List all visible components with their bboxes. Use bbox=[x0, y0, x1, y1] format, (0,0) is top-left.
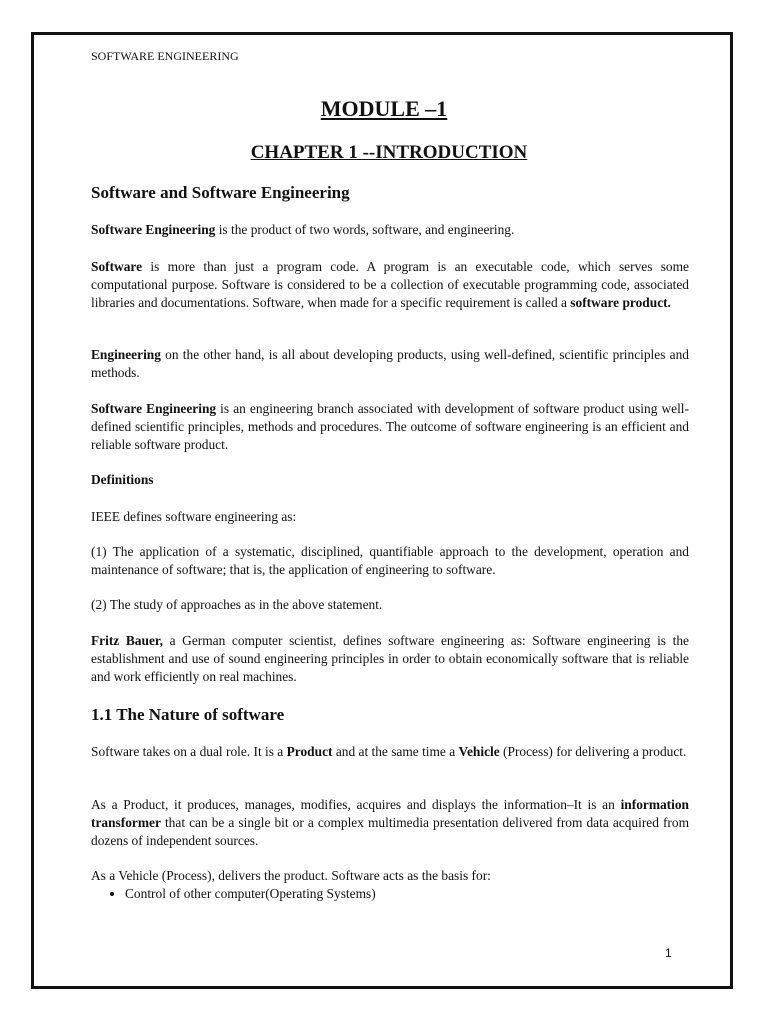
section-heading: Software and Software Engineering bbox=[91, 183, 350, 202]
bold-term: Vehicle bbox=[458, 744, 500, 759]
chapter-title: CHAPTER 1 --INTRODUCTION bbox=[250, 142, 528, 163]
bold-term: Software Engineering bbox=[91, 222, 216, 237]
running-header: SOFTWARE ENGINEERING bbox=[91, 49, 239, 63]
list-item: • Control of other computer(Operating Systems) bbox=[125, 885, 689, 903]
paragraph-bauer bbox=[91, 632, 689, 686]
paragraph-text: As a Vehicle (Process), delivers the product. Software acts as the basis for: bbox=[91, 868, 491, 883]
definitions-heading-block bbox=[91, 471, 689, 489]
paragraph-dual-role bbox=[91, 743, 689, 761]
paragraph-def2 bbox=[91, 596, 689, 614]
bold-term: Software bbox=[91, 259, 143, 274]
paragraph-text: (1) The application of a systematic, disciplined, quantifiable approach to the development, operation and maintenance of software; that is, the application of engineering to software. bbox=[91, 544, 689, 577]
bold-term: Engineering bbox=[91, 347, 161, 362]
paragraph-se-definition bbox=[91, 221, 689, 239]
paragraph-text: (Process) for delivering a product. bbox=[499, 744, 687, 759]
paragraph-text: IEEE defines software engineering as: bbox=[91, 509, 297, 524]
definitions-heading: Definitions bbox=[91, 472, 154, 487]
paragraph-text: (2) The study of approaches as in the above statement. bbox=[91, 597, 383, 612]
bold-term: information transformer bbox=[91, 797, 689, 830]
paragraph-text: a German computer scientist, defines software engineering as: Software engineering is the establishment and use of sound engineering principles in order to obtain economically software that is reliable and work efficiently on real machines. bbox=[91, 633, 689, 684]
paragraph-text: that can be a single bit or a complex multimedia presentation delivered from data acquired from dozens of independent sources. bbox=[91, 815, 689, 848]
paragraph-def1 bbox=[91, 543, 689, 579]
section-heading-nature bbox=[91, 705, 689, 725]
paragraph-product bbox=[91, 796, 689, 850]
module-title: MODULE –1 bbox=[320, 96, 448, 121]
paragraph-text: Software takes on a dual role. It is a bbox=[91, 744, 287, 759]
paragraph-text: on the other hand, is all about developing products, using well-defined, scientific principles and methods. bbox=[91, 347, 689, 380]
section-heading-software bbox=[91, 183, 689, 203]
paragraph-vehicle bbox=[91, 867, 689, 903]
paragraph-text: As a Product, it produces, manages, modifies, acquires and displays the information–It is an bbox=[91, 797, 621, 812]
paragraph-text: is more than just a program code. A program is an executable code, which serves some computational purpose. Software is considered to be a collection of executable programming code, associated libraries and documentations. Software, when made for a specific requirement is called a bbox=[91, 259, 689, 310]
paragraph-ieee-intro bbox=[91, 508, 689, 526]
bold-term: Product bbox=[286, 744, 333, 759]
bold-term: Fritz Bauer, bbox=[91, 633, 163, 648]
bold-term: Software Engineering bbox=[91, 401, 217, 416]
paragraph-software-engineering bbox=[91, 400, 689, 454]
paragraph-text: is the product of two words, software, and engineering. bbox=[215, 222, 515, 237]
paragraph-engineering bbox=[91, 346, 689, 382]
bullet-list bbox=[91, 885, 689, 903]
paragraph-software bbox=[91, 258, 689, 312]
page-number: 1 bbox=[665, 946, 672, 960]
bold-term: software product. bbox=[570, 295, 671, 310]
paragraph-text: is an engineering branch associated with development of software product using well-defined scientific principles, methods and procedures. The outcome of software engineering is an efficient and reliable software product. bbox=[91, 401, 689, 452]
paragraph-text: and at the same time a bbox=[332, 744, 459, 759]
section-heading: 1.1 The Nature of software bbox=[91, 705, 285, 724]
